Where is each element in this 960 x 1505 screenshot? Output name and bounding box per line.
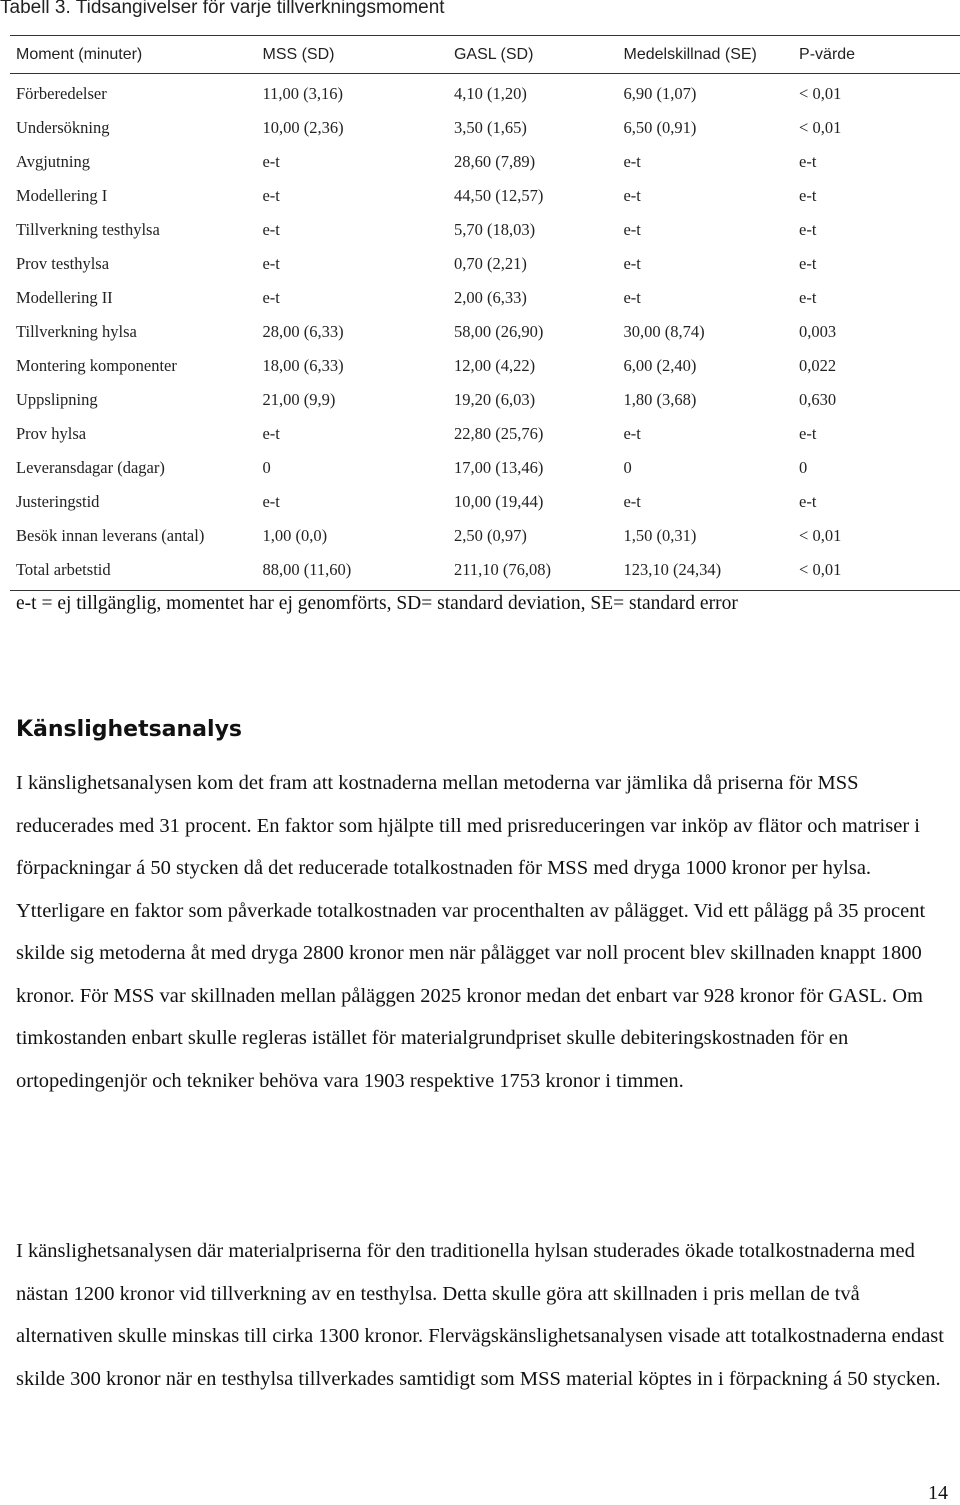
- table-row: [10, 451, 960, 485]
- cell-moment: Tillverkning testhylsa: [16, 220, 160, 239]
- table-header-row: [10, 36, 960, 73]
- cell-mss: e-t: [262, 424, 280, 443]
- paragraph: I känslighetsanalysen där materialpriserna för den traditionella hylsan studerades ökade totalkostnaderna med nästan 1200 kronor vid tillverkning av en testhylsa. Detta skulle göra att skillnaden i pris mellan de två alternativen skulle minskas till cirka 1300 kronor. Flervägskänslighetsanalysen visade att totalkostnaderna endast skilde 300 kronor när en testhylsa tillverkades samtidigt som MSS material köptes in i förpackning á 50 stycken.: [16, 1240, 944, 1390]
- cell-gasl: 17,00 (13,46): [453, 458, 544, 477]
- cell-mss: 0: [262, 458, 271, 477]
- cell-mean-difference: 123,10 (24,34): [623, 560, 722, 579]
- cell-gasl: 3,50 (1,65): [453, 118, 527, 137]
- cell-moment: Besök innan leverans (antal): [16, 526, 205, 545]
- cell-p-value: e-t: [799, 220, 817, 239]
- table-caption: Tabell 3. Tidsangivelser för varje tillverkningsmoment: [0, 0, 445, 18]
- paragraph: I känslighetsanalysen kom det fram att kostnaderna mellan metoderna var jämlika då priserna för MSS reducerades med 31 procent. En faktor som hjälpte till med prisreduceringen var inköp av flätor och matriser i förpackningar á 50 stycken då det reducerade totalkostnaden för MSS med dryga 1000 kronor per hylsa. Ytterligare en faktor som påverkade totalkostnaden var procenthalten av pålägget. Vid ett pålägg på 35 procent skilde sig metoderna åt med dryga 2800 kronor men när pålägget var noll procent blev skillnaden knappt 1800 kronor. För MSS var skillnaden mellan påläggen 2025 kronor medan det enbart var 928 kronor för GASL. Om timkostanden enbart skulle regleras istället för materialgrundpriset skulle debiteringskostnaden för en ortopedingenjör och tekniker behöva vara 1903 respektive 1753 kronor i timmen.: [16, 772, 926, 1092]
- table-row: [10, 485, 960, 519]
- cell-moment: Uppslipning: [16, 390, 98, 409]
- header-moment: Moment (minuter): [16, 45, 143, 63]
- cell-gasl: 44,50 (12,57): [453, 186, 544, 205]
- cell-moment: Prov testhylsa: [16, 254, 110, 273]
- cell-p-value: e-t: [799, 288, 817, 307]
- cell-mean-difference: 1,50 (0,31): [623, 526, 697, 545]
- header-gasl: GASL (SD): [453, 45, 534, 63]
- cell-mean-difference: e-t: [623, 492, 641, 511]
- cell-mss: e-t: [262, 492, 280, 511]
- cell-moment: Förberedelser: [16, 84, 107, 103]
- cell-mss: 11,00 (3,16): [262, 84, 343, 103]
- cell-mean-difference: 1,80 (3,68): [623, 390, 697, 409]
- cell-mean-difference: e-t: [623, 152, 641, 171]
- cell-gasl: 2,50 (0,97): [453, 526, 527, 545]
- cell-p-value: < 0,01: [799, 526, 842, 545]
- cell-p-value: 0,630: [799, 390, 837, 409]
- cell-moment: Justeringstid: [16, 492, 100, 511]
- cell-mean-difference: e-t: [623, 186, 641, 205]
- table-row: [10, 519, 960, 553]
- table-row: [10, 383, 960, 417]
- cell-mss: e-t: [262, 288, 280, 307]
- table-row: [10, 213, 960, 247]
- cell-mss: 28,00 (6,33): [262, 322, 344, 341]
- cell-moment: Modellering I: [16, 186, 108, 205]
- table-row: [10, 111, 960, 145]
- cell-gasl: 12,00 (4,22): [453, 356, 536, 375]
- cell-mss: 21,00 (9,9): [262, 390, 336, 409]
- cell-mean-difference: 0: [623, 458, 632, 477]
- cell-gasl: 58,00 (26,90): [453, 322, 544, 341]
- cell-gasl: 211,10 (76,08): [453, 560, 551, 579]
- cell-moment: Undersökning: [16, 118, 110, 137]
- cell-gasl: 4,10 (1,20): [453, 84, 527, 103]
- cell-gasl: 22,80 (25,76): [453, 424, 544, 443]
- cell-mss: e-t: [262, 220, 280, 239]
- table-row: [10, 179, 960, 213]
- table-row: [10, 145, 960, 179]
- cell-mss: 88,00 (11,60): [262, 560, 352, 579]
- cell-mean-difference: 6,90 (1,07): [623, 84, 697, 103]
- cell-p-value: e-t: [799, 492, 817, 511]
- table-row: [10, 315, 960, 349]
- page-number: 14: [928, 1482, 948, 1504]
- cell-p-value: e-t: [799, 424, 817, 443]
- cell-mean-difference: e-t: [623, 220, 641, 239]
- cell-gasl: 2,00 (6,33): [453, 288, 527, 307]
- cell-p-value: e-t: [799, 152, 817, 171]
- table-footnote: e-t = ej tillgänglig, momentet har ej genomförts, SD= standard deviation, SE= standard error: [16, 593, 738, 614]
- table-row: [10, 247, 960, 281]
- cell-p-value: 0: [799, 458, 808, 477]
- cell-mean-difference: 30,00 (8,74): [623, 322, 705, 341]
- cell-mean-difference: e-t: [623, 288, 641, 307]
- cell-p-value: 0,003: [799, 322, 837, 341]
- cell-p-value: < 0,01: [799, 118, 842, 137]
- table-row: [10, 73, 960, 111]
- table-row: [10, 553, 960, 587]
- table-row: [10, 417, 960, 451]
- cell-mss: e-t: [262, 152, 280, 171]
- cell-moment: Tillverkning hylsa: [16, 322, 137, 341]
- header-p-value: P-värde: [799, 45, 856, 63]
- cell-gasl: 5,70 (18,03): [453, 220, 536, 239]
- cell-p-value: 0,022: [799, 356, 837, 375]
- cell-gasl: 28,60 (7,89): [453, 152, 536, 171]
- cell-moment: Modellering II: [16, 288, 113, 307]
- cell-moment: Prov hylsa: [16, 424, 87, 443]
- table-bottom-rule: [10, 590, 960, 591]
- time-table: [10, 36, 960, 587]
- cell-gasl: 19,20 (6,03): [453, 390, 536, 409]
- section-title: Känslighetsanalys: [16, 717, 243, 742]
- cell-p-value: e-t: [799, 254, 817, 273]
- cell-mss: 10,00 (2,36): [262, 118, 344, 137]
- cell-mss: e-t: [262, 254, 280, 273]
- cell-p-value: < 0,01: [799, 560, 842, 579]
- cell-mean-difference: e-t: [623, 424, 641, 443]
- cell-gasl: 10,00 (19,44): [453, 492, 544, 511]
- cell-moment: Avgjutning: [16, 152, 90, 171]
- header-mean-difference: Medelskillnad (SE): [623, 45, 757, 63]
- cell-mss: 1,00 (0,0): [262, 526, 328, 545]
- cell-moment: Leveransdagar (dagar): [16, 458, 165, 477]
- header-mss: MSS (SD): [262, 45, 335, 63]
- cell-mean-difference: 6,00 (2,40): [623, 356, 697, 375]
- cell-gasl: 0,70 (2,21): [453, 254, 527, 273]
- table-row: [10, 349, 960, 383]
- table-row: [10, 281, 960, 315]
- cell-mean-difference: e-t: [623, 254, 641, 273]
- cell-moment: Montering komponenter: [16, 356, 177, 375]
- cell-mean-difference: 6,50 (0,91): [623, 118, 697, 137]
- cell-p-value: e-t: [799, 186, 817, 205]
- cell-mss: e-t: [262, 186, 280, 205]
- table-body: [10, 73, 960, 587]
- cell-moment: Total arbetstid: [16, 560, 111, 579]
- cell-mss: 18,00 (6,33): [262, 356, 344, 375]
- cell-p-value: < 0,01: [799, 84, 842, 103]
